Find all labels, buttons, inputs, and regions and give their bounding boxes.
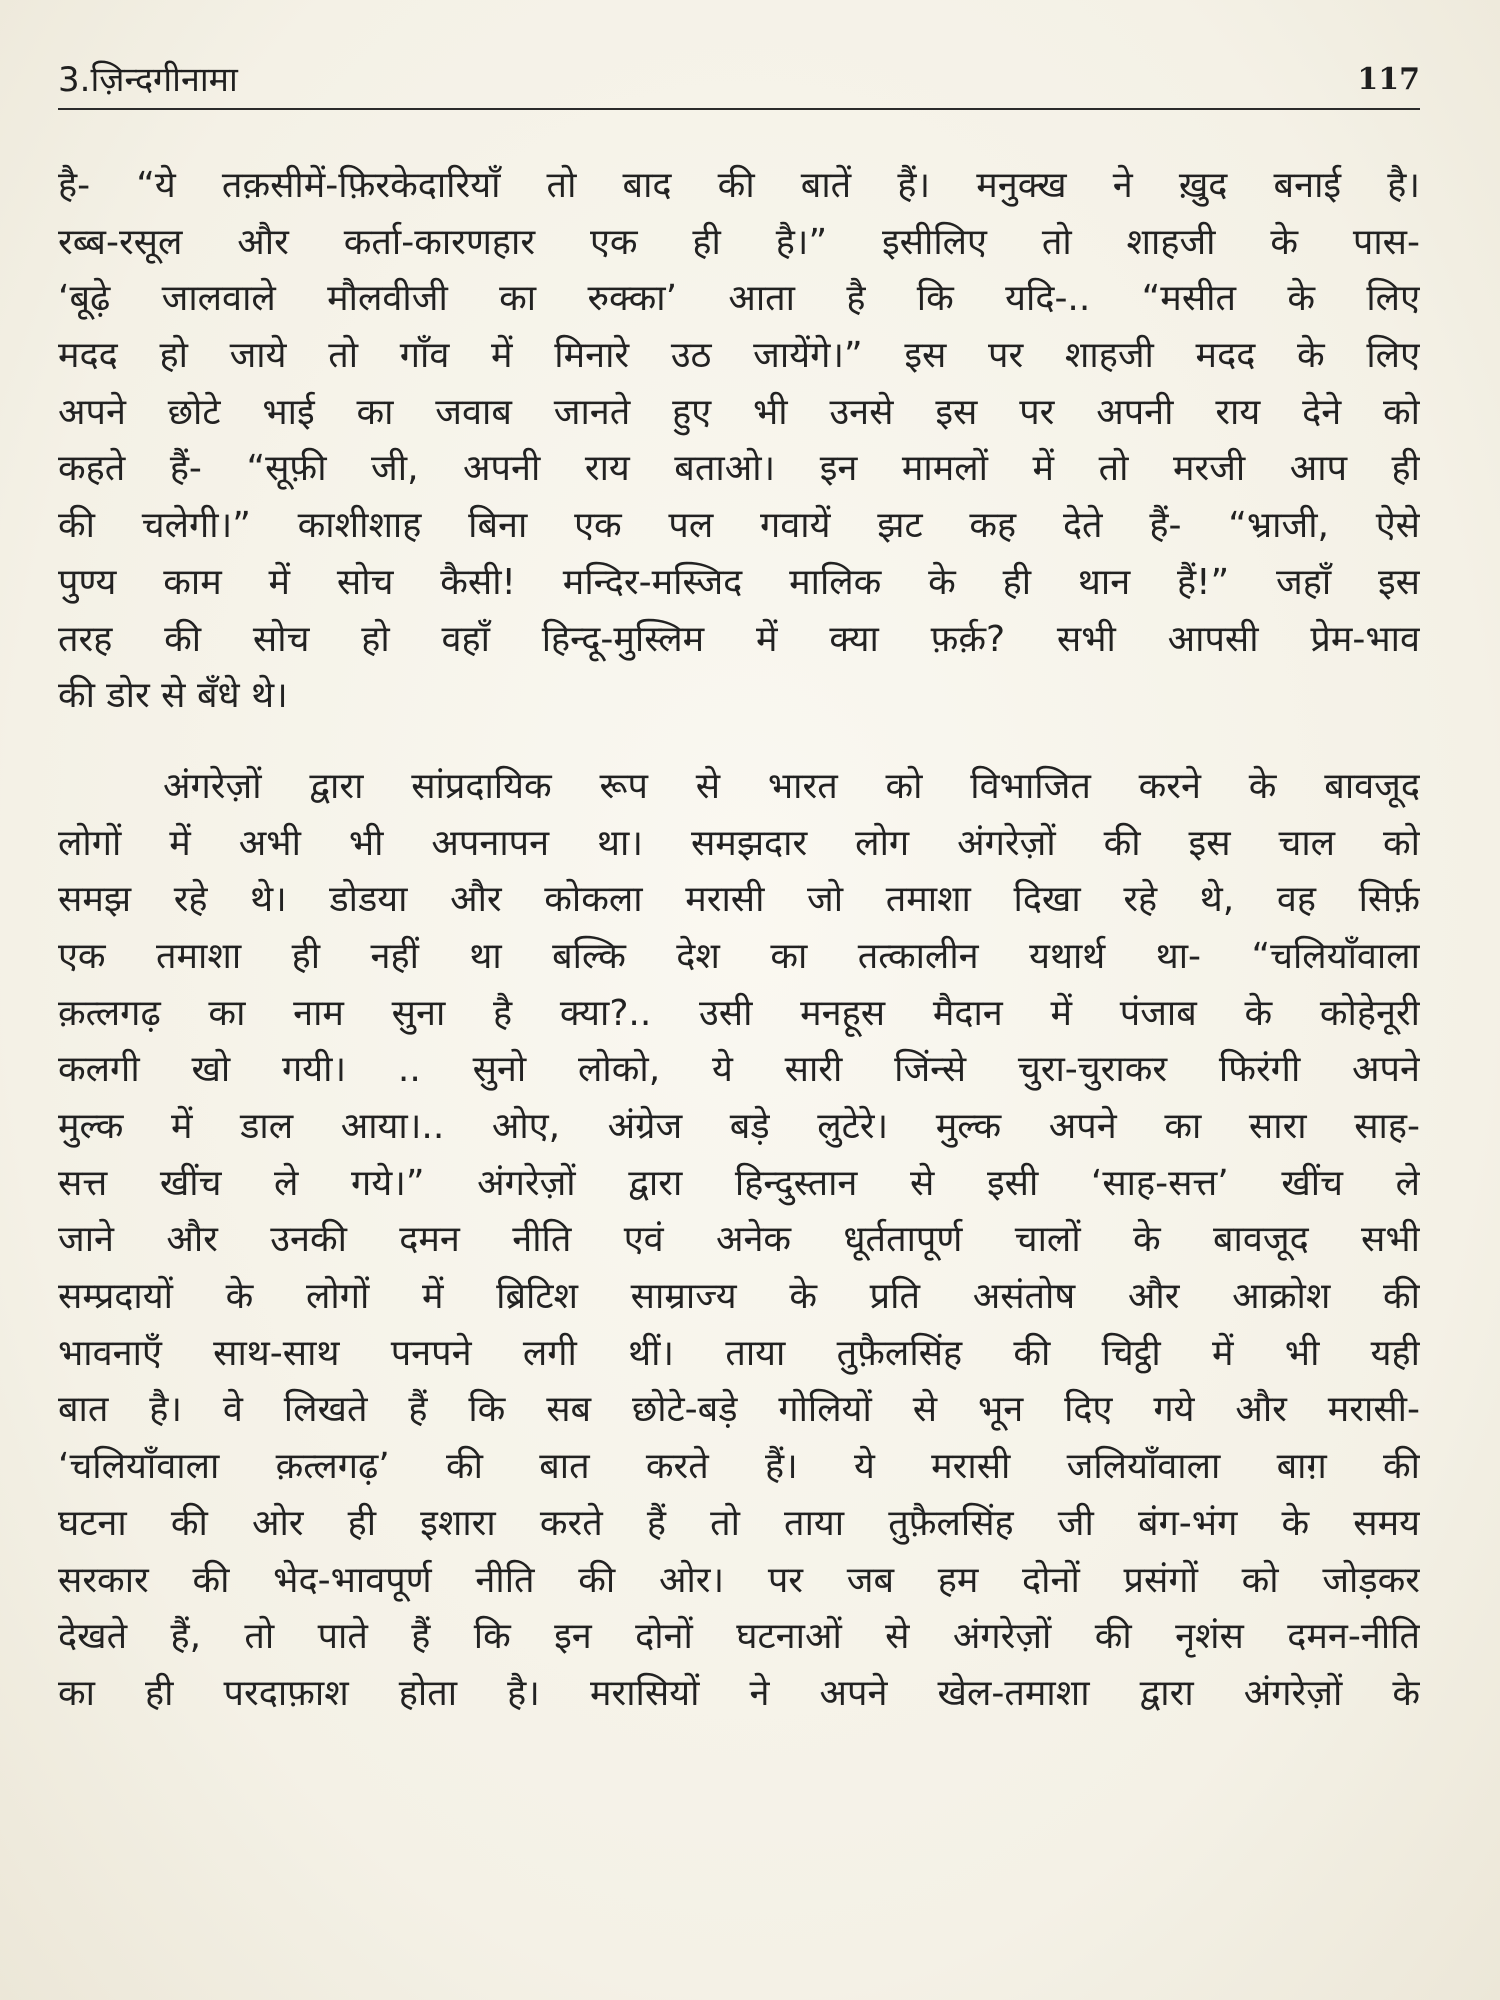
text-line: अपने छोटे भाई का जवाब जानते हुए भी उनसे इस पर अपनी राय देने को — [58, 391, 1420, 433]
text-line: तरह की सोच हो वहाँ हिन्दू-मुस्लिम में क्या फ़र्क़? सभी आपसी प्रेम-भाव — [58, 618, 1420, 660]
text-line: रब्ब-रसूल और कर्ता-कारणहार एक ही है।” इसीलिए तो शाहजी के पास- — [58, 221, 1420, 263]
text-line: जाने और उनकी दमन नीति एवं अनेक धूर्ततापूर्ण चालों के बावजूद सभी — [58, 1219, 1420, 1261]
text-line: समझ रहे थे। डोडया और कोकला मरासी जो तमाशा दिखा रहे थे, वह सिर्फ़ — [58, 879, 1420, 921]
text-line: ‘बूढ़े जालवाले मौलवीजी का रुक्का’ आता है कि यदि-.. “मसीत के लिए — [58, 278, 1420, 320]
text-line: की डोर से बँधे थे। — [58, 675, 288, 717]
paragraph-2 — [58, 759, 1420, 1723]
text-line: सम्प्रदायों के लोगों में ब्रिटिश साम्राज्य के प्रति असंतोष और आक्रोश की — [58, 1276, 1420, 1318]
text-line: अंगरेज़ों द्वारा सांप्रदायिक रूप से भारत को विभाजित करने के बावजूद — [163, 765, 1420, 807]
text-line: है- “ये तक़सीमें-फ़िरकेदारियाँ तो बाद की बातें हैं। मनुक्ख ने ख़ुद बनाई है। — [58, 165, 1420, 206]
text-line: कहते हैं- “सूफ़ी जी, अपनी राय बताओ। इन मामलों में तो मरजी आप ही — [58, 448, 1420, 490]
chapter-title: 3.ज़िन्दगीनामा — [58, 60, 238, 100]
paragraph-1 — [58, 158, 1420, 725]
text-line: देखते हैं, तो पाते हैं कि इन दोनों घटनाओं से अंगरेज़ों की नृशंस दमन-नीति — [58, 1616, 1420, 1658]
text-line: एक तमाशा ही नहीं था बल्कि देश का तत्कालीन यथार्थ था- “चलियाँवाला — [58, 935, 1420, 977]
text-line: मुल्क में डाल आया।.. ओए, अंग्रेज बड़े लुटेरे। मुल्क अपने का सारा साह- — [58, 1106, 1420, 1147]
page-number: 117 — [1357, 62, 1420, 97]
text-line: मदद हो जाये तो गाँव में मिनारे उठ जायेंगे।” इस पर शाहजी मदद के लिए — [58, 335, 1420, 377]
text-line: सत्त खींच ले गये।” अंगरेज़ों द्वारा हिन्दुस्तान से इसी ‘साह-सत्त’ खींच ले — [58, 1162, 1420, 1204]
text-line: सरकार की भेद-भावपूर्ण नीति की ओर। पर जब हम दोनों प्रसंगों को जोड़कर — [58, 1559, 1420, 1601]
text-line: कलगी खो गयी। .. सुनो लोको, ये सारी जिंन्से चुरा-चुराकर फिरंगी अपने — [58, 1049, 1420, 1091]
text-line: लोगों में अभी भी अपनापन था। समझदार लोग अंगरेज़ों की इस चाल को — [58, 822, 1420, 864]
text-line: बात है। वे लिखते हैं कि सब छोटे-बड़े गोलियों से भून दिए गये और मरासी- — [58, 1389, 1420, 1431]
text-line: पुण्य काम में सोच कैसी! मन्दिर-मस्जिद मालिक के ही थान हैं!” जहाँ इस — [58, 561, 1420, 603]
text-line: घटना की ओर ही इशारा करते हैं तो ताया तुफ़ैलसिंह जी बंग-भंग के समय — [58, 1502, 1420, 1544]
text-line: भावनाएँ साथ-साथ पनपने लगी थीं। ताया तुफ़ैलसिंह की चिट्ठी में भी यही — [58, 1332, 1420, 1374]
text-line: का ही परदाफ़ाश होता है। मरासियों ने अपने खेल-तमाशा द्वारा अंगरेज़ों के — [58, 1672, 1420, 1714]
paragraph-gap — [58, 725, 1420, 759]
text-line: की चलेगी।” काशीशाह बिना एक पल गवायें झट कह देते हैं- “भ्राजी, ऐसे — [58, 505, 1420, 547]
page-header — [58, 58, 1420, 110]
text-line: ‘चलियाँवाला क़त्लगढ़’ की बात करते हैं। ये मरासी जलियाँवाला बाग़ की — [58, 1446, 1420, 1488]
text-line: क़त्लगढ़ का नाम सुना है क्या?.. उसी मनहूस मैदान में पंजाब के कोहेनूरी — [58, 992, 1420, 1034]
body-text — [58, 158, 1420, 1723]
